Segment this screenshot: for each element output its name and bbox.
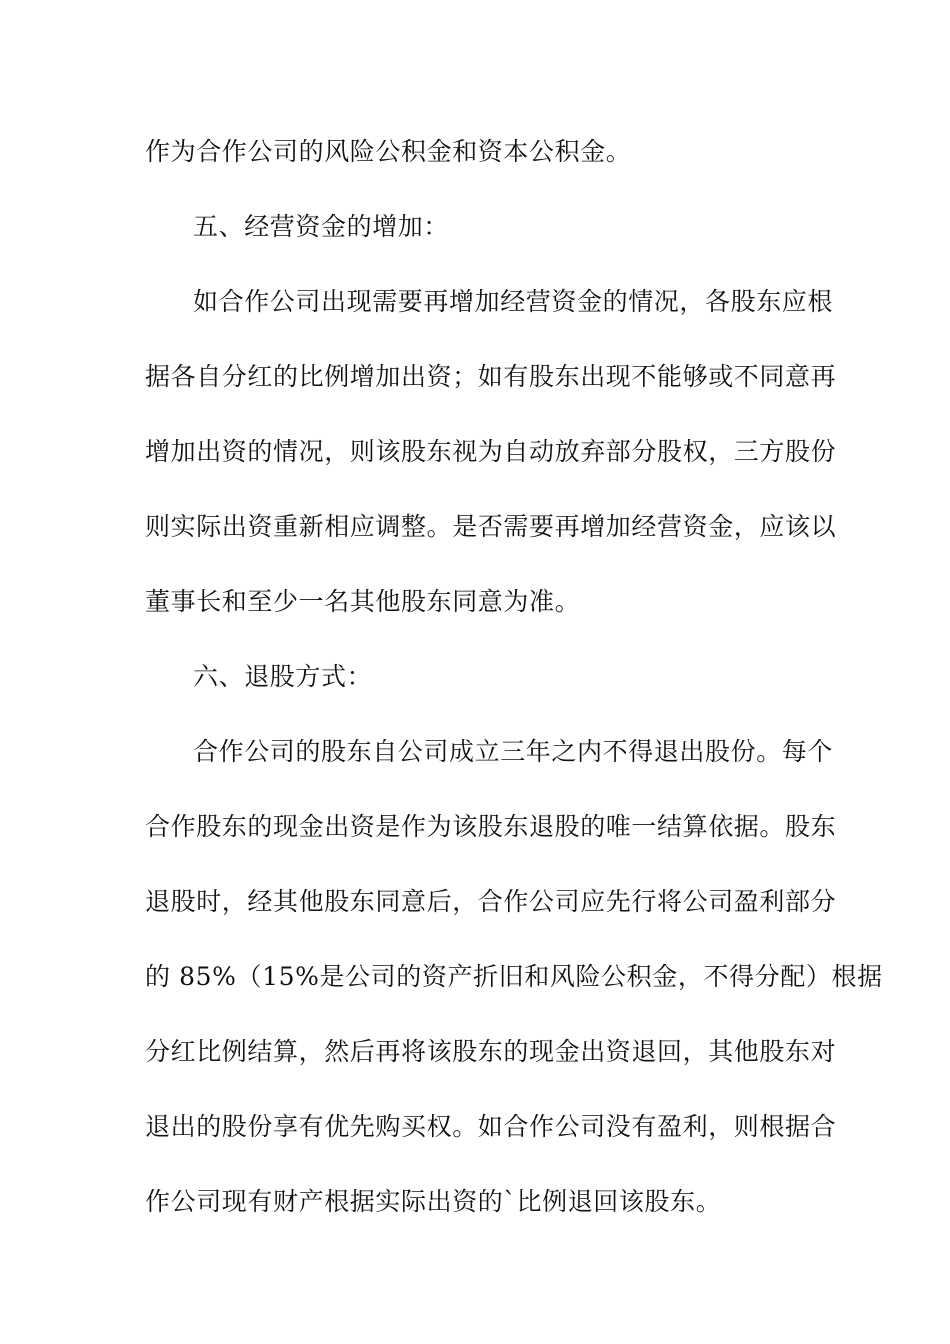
paragraph-line: 则实际出资重新相应调整。是否需要再增加经营资金，应该以	[145, 512, 837, 541]
paragraph-line: 董事长和至少一名其他股东同意为准。	[145, 587, 581, 616]
section-heading: 五、经营资金的增加：	[193, 212, 450, 241]
paragraph-line: 合作股东的现金出资是作为该股东退股的唯一结算依据。股东	[145, 812, 837, 841]
paragraph-line: 合作公司的股东自公司成立三年之内不得退出股份。每个	[193, 737, 834, 766]
paragraph-line: 分红比例结算，然后再将该股东的现金出资退回，其他股东对	[145, 1037, 837, 1066]
paragraph-line: 据各自分红的比例增加出资；如有股东出现不能够或不同意再	[145, 362, 837, 391]
paragraph-line: 增加出资的情况，则该股东视为自动放弃部分股权，三方股份	[145, 437, 837, 466]
paragraph-line: 作为合作公司的风险公积金和资本公积金。	[145, 137, 632, 166]
paragraph-line: 退出的股份享有优先购买权。如合作公司没有盈利，则根据合	[145, 1112, 837, 1141]
paragraph-line: 退股时，经其他股东同意后，合作公司应先行将公司盈利部分	[145, 887, 837, 916]
paragraph-line: 如合作公司出现需要再增加经营资金的情况，各股东应根	[193, 287, 834, 316]
paragraph-line: 的 85%（15%是公司的资产折旧和风险公积金，不得分配）根据	[145, 962, 883, 991]
section-heading: 六、退股方式：	[193, 662, 373, 691]
paragraph-line: 作公司现有财产根据实际出资的`比例退回该股东。	[145, 1187, 722, 1216]
